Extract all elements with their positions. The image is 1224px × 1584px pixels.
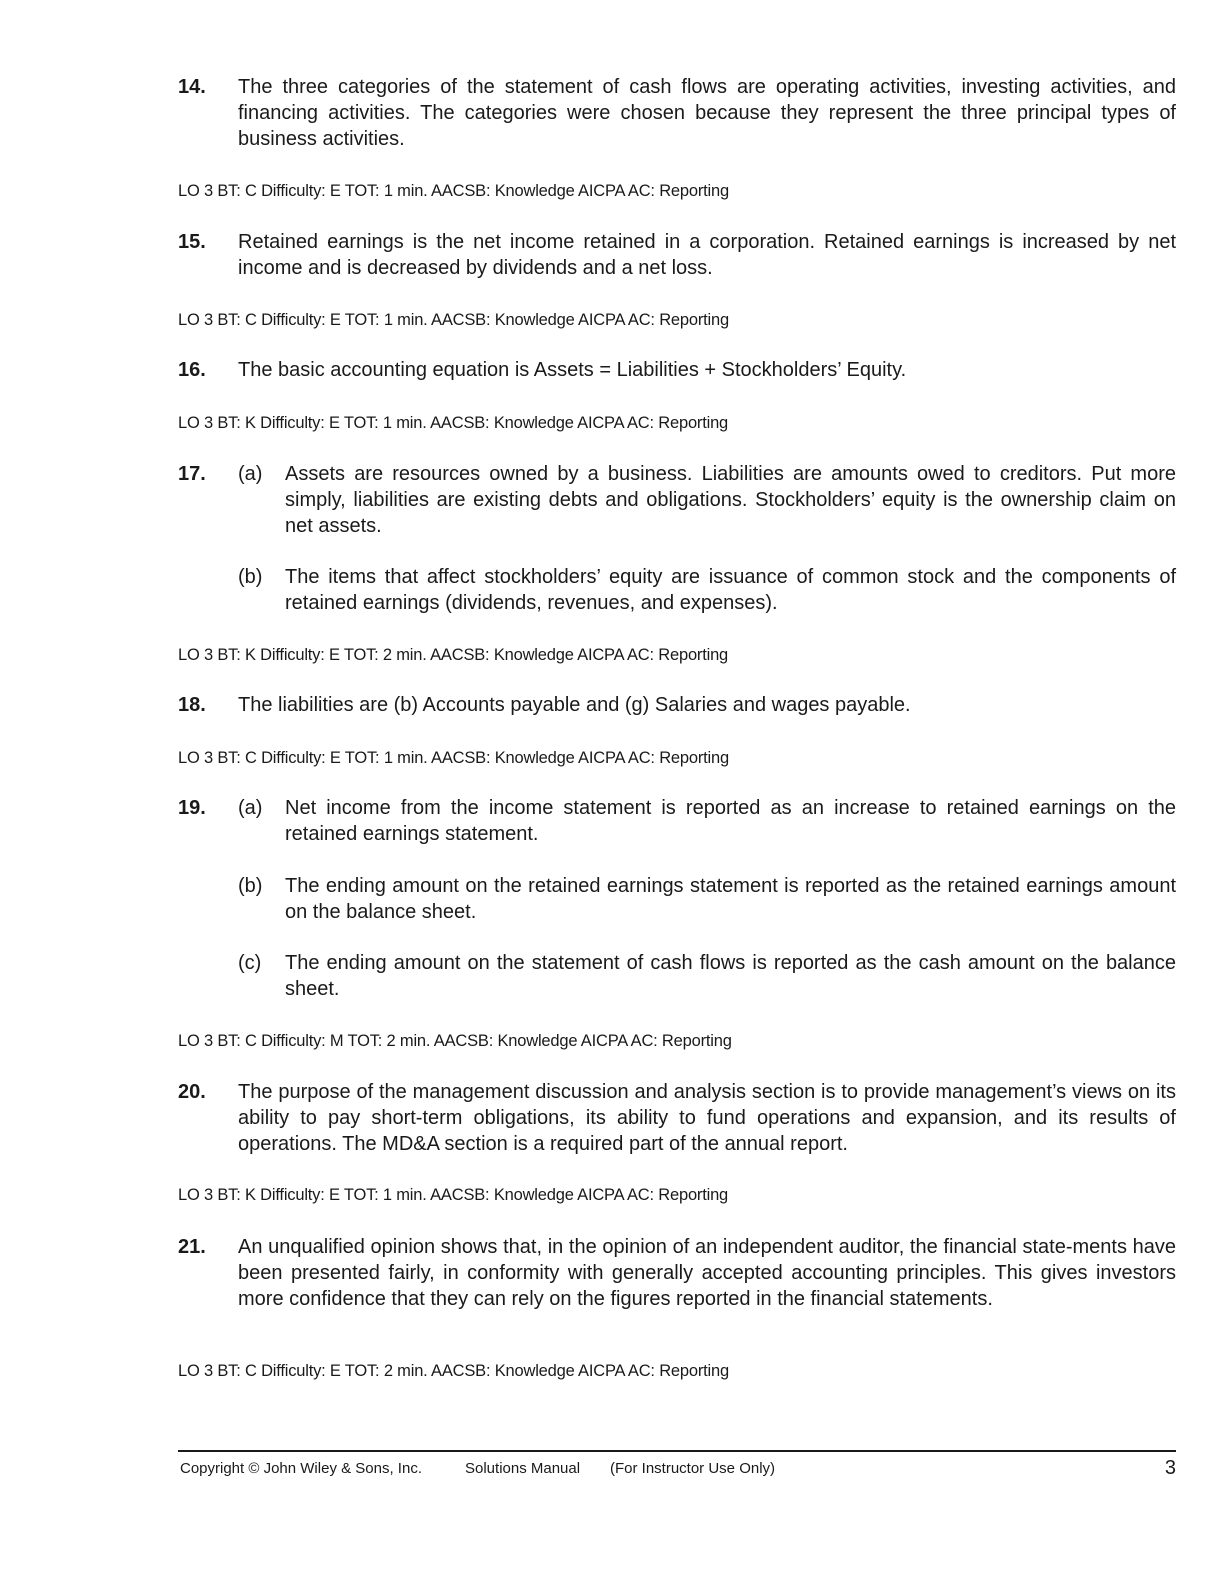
question-meta: LO 3 BT: C Difficulty: E TOT: 1 min. AACSB: Knowledge AICPA AC: Reporting [178, 182, 729, 200]
part-text: Assets are resources owned by a business. Liabilities are amounts owed to creditors. Put more simply, liabilities are existing debts and obligations. Stockholders’ equity is the ownership claim on net assets. [285, 463, 1176, 537]
question-answer-text: The liabilities are (b) Accounts payable and (g) Salaries and wages payable. [238, 694, 911, 716]
question-answer-text: Retained earnings is the net income retained in a corporation. Retained earnings is increased by net income and is decreased by dividends and a net loss. [238, 231, 1176, 279]
question-number: 15. [178, 231, 206, 253]
part-text: The items that affect stockholders’ equity are issuance of common stock and the components of retained earnings (dividends, revenues, and expenses). [285, 566, 1176, 614]
question-meta: LO 3 BT: C Difficulty: E TOT: 1 min. AACSB: Knowledge AICPA AC: Reporting [178, 311, 729, 329]
question-number: 17. [178, 463, 206, 485]
part-label: (b) [238, 875, 263, 897]
question-meta: LO 3 BT: C Difficulty: E TOT: 2 min. AACSB: Knowledge AICPA AC: Reporting [178, 1362, 729, 1380]
question-meta: LO 3 BT: K Difficulty: E TOT: 1 min. AACSB: Knowledge AICPA AC: Reporting [178, 414, 729, 432]
footer-copyright: Copyright © John Wiley & Sons, Inc. [180, 1460, 422, 1477]
question-answer-text: The three categories of the statement of cash flows are operating activities, investing activities, and financing activities. The categories were chosen because they represent the three principal types of business activities. [238, 76, 1176, 150]
question-answer-text: The basic accounting equation is Assets = Liabilities + Stockholders’ Equity. [238, 359, 907, 381]
part-label: (a) [238, 463, 263, 485]
question-number: 19. [178, 797, 206, 819]
part-label: (a) [238, 797, 263, 819]
question-answer-text: An unqualified opinion shows that, in the opinion of an independent auditor, the financial state-ments have been presented fairly, in conformity with generally accepted accounting principles. This gives investors more confidence that they can rely on the figures reported in the financial statements. [238, 1236, 1176, 1310]
question-number: 21. [178, 1236, 206, 1258]
footer-divider [178, 1450, 1176, 1452]
page-number: 3 [1164, 1457, 1176, 1479]
question-number: 14. [178, 76, 206, 98]
part-label: (b) [238, 566, 263, 588]
page-footer [180, 1459, 1176, 1481]
question-meta: LO 3 BT: K Difficulty: E TOT: 1 min. AACSB: Knowledge AICPA AC: Reporting [178, 1186, 729, 1204]
part-text: The ending amount on the retained earnings statement is reported as the retained earnings amount on the balance sheet. [285, 875, 1176, 923]
part-label: (c) [238, 952, 262, 974]
footer-manual: Solutions Manual [465, 1460, 581, 1477]
part-text: Net income from the income statement is reported as an increase to retained earnings on the retained earnings statement. [285, 797, 1176, 845]
question-number: 20. [178, 1081, 206, 1103]
question-number: 18. [178, 694, 206, 716]
question-meta: LO 3 BT: C Difficulty: E TOT: 1 min. AACSB: Knowledge AICPA AC: Reporting [178, 749, 729, 767]
question-number: 16. [178, 359, 206, 381]
question-meta: LO 3 BT: C Difficulty: M TOT: 2 min. AACSB: Knowledge AICPA AC: Reporting [178, 1032, 732, 1050]
question-meta: LO 3 BT: K Difficulty: E TOT: 2 min. AACSB: Knowledge AICPA AC: Reporting [178, 646, 729, 664]
question-answer-text: The purpose of the management discussion and analysis section is to provide management’s views on its ability to pay short-term obligations, its ability to fund operations and expansion, and its results of operations. The MD&A section is a required part of the annual report. [238, 1081, 1176, 1155]
footer-note: (For Instructor Use Only) [610, 1460, 776, 1477]
part-text: The ending amount on the statement of cash flows is reported as the cash amount on the balance sheet. [285, 952, 1176, 1000]
